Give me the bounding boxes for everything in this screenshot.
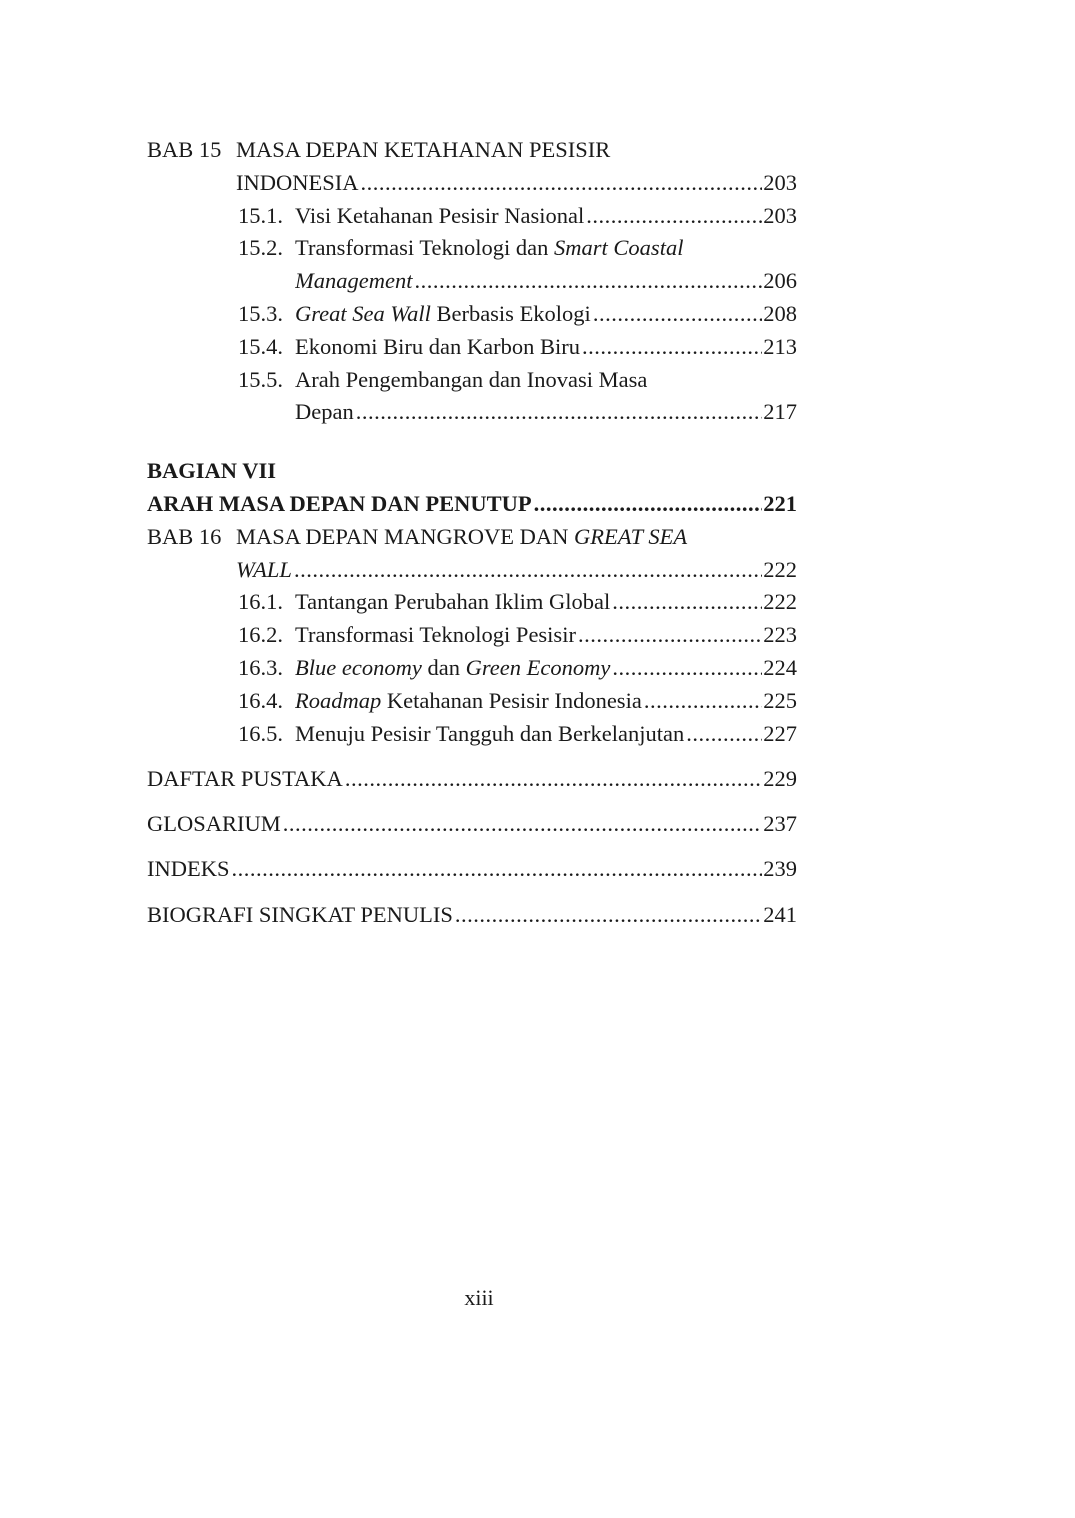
section-number: 15.1.	[238, 202, 283, 228]
toc-entry[interactable]	[147, 685, 797, 718]
page-number: 239	[763, 856, 797, 882]
bab16-title-italic: GREAT SEA	[573, 523, 688, 549]
bab16-title-line1: MASA DEPAN MANGROVE DAN	[236, 523, 574, 549]
page-number: 241	[763, 901, 797, 927]
section-title: dan	[421, 654, 466, 680]
section-title-italic: Smart Coastal	[554, 235, 684, 261]
dot-leader	[455, 899, 762, 932]
dot-leader	[612, 652, 762, 685]
page-number: 229	[763, 765, 797, 791]
entry-title: INDEKS	[147, 856, 230, 882]
dot-leader	[578, 619, 762, 652]
page-number: 222	[763, 589, 797, 615]
section-number: 15.3.	[238, 300, 283, 326]
table-of-contents	[147, 134, 797, 932]
section-title: Berbasis Ekologi	[430, 300, 591, 326]
section-title-italic: Roadmap	[295, 687, 382, 713]
toc-entry[interactable]	[147, 298, 797, 331]
dot-leader	[414, 265, 762, 298]
entry-title: GLOSARIUM	[147, 811, 281, 837]
section-title-italic: Great Sea Wall	[295, 300, 431, 326]
page-number: 206	[763, 268, 797, 294]
toc-entry[interactable]	[147, 586, 797, 619]
dot-leader	[612, 586, 762, 619]
section-title: Depan	[295, 399, 354, 425]
dot-leader	[361, 167, 763, 200]
bab15-title-line1: MASA DEPAN KETAHANAN PESISIR	[236, 137, 611, 162]
toc-entry-line2[interactable]	[147, 265, 797, 298]
section-title: Ketahanan Pesisir Indonesia	[381, 687, 642, 713]
section-title: Visi Ketahanan Pesisir Nasional	[295, 202, 585, 228]
section-number: 16.5.	[238, 720, 283, 746]
page-number: 213	[763, 333, 797, 359]
bab16-title-line2: WALL	[236, 556, 292, 582]
page-number: 221	[763, 490, 797, 516]
dot-leader	[356, 396, 763, 429]
dot-leader	[294, 554, 762, 587]
page-number: 224	[763, 654, 797, 680]
bab15-title-line2: INDONESIA	[236, 169, 359, 195]
section-number: 16.1.	[238, 589, 283, 615]
toc-entry[interactable]	[147, 167, 797, 200]
page-number: 208	[763, 300, 797, 326]
section-number: 15.4.	[238, 333, 283, 359]
dot-leader	[232, 853, 763, 886]
section-number: 16.3.	[238, 654, 283, 680]
bab16-number: BAB 16	[147, 523, 222, 549]
dot-leader	[686, 718, 762, 751]
section-title: Transformasi Teknologi dan	[295, 235, 555, 261]
dot-leader	[283, 808, 762, 841]
section-title-italic: Management	[295, 268, 413, 294]
toc-entry-biografi[interactable]	[147, 899, 797, 932]
section-title-italic: Blue economy	[295, 654, 422, 680]
toc-entry[interactable]	[147, 200, 797, 233]
toc-entry[interactable]	[147, 488, 797, 521]
toc-entry-line2[interactable]	[147, 396, 797, 429]
section-title: Tantangan Perubahan Iklim Global	[295, 589, 611, 615]
dot-leader	[345, 763, 762, 796]
section-title: Transformasi Teknologi Pesisir	[295, 622, 576, 648]
toc-entry-line1[interactable]	[147, 364, 797, 397]
section-title-italic: Green Economy	[465, 654, 611, 680]
page-number: 223	[763, 622, 797, 648]
toc-entry[interactable]	[147, 619, 797, 652]
dot-leader	[593, 298, 762, 331]
toc-entry-glosarium[interactable]	[147, 808, 797, 841]
page-number: 225	[763, 687, 797, 713]
toc-entry[interactable]	[147, 652, 797, 685]
page-number: 203	[763, 169, 797, 195]
toc-entry-line1[interactable]	[147, 232, 797, 265]
section-title: Menuju Pesisir Tangguh dan Berkelanjutan	[295, 720, 685, 746]
dot-leader	[582, 331, 762, 364]
bab15-number: BAB 15	[147, 137, 222, 162]
toc-entry[interactable]	[147, 331, 797, 364]
dot-leader	[586, 200, 762, 233]
toc-entry[interactable]	[147, 554, 797, 587]
section-number: 15.5.	[238, 366, 283, 392]
part-label	[147, 455, 797, 488]
page-number: 227	[763, 720, 797, 746]
page-number: 237	[763, 811, 797, 837]
page-number: 217	[763, 399, 797, 425]
entry-title: BIOGRAFI SINGKAT PENULIS	[147, 901, 453, 927]
section-number: 16.2.	[238, 622, 283, 648]
toc-entry[interactable]	[147, 718, 797, 751]
section-title: Ekonomi Biru dan Karbon Biru	[295, 333, 580, 359]
page-number: 203	[763, 202, 797, 228]
bab15-heading	[147, 134, 797, 167]
entry-title: DAFTAR PUSTAKA	[147, 765, 343, 791]
bab16-heading	[147, 521, 797, 554]
toc-entry-daftar-pustaka[interactable]	[147, 763, 797, 796]
toc-entry-indeks[interactable]	[147, 853, 797, 886]
page-footer-number: xiii	[464, 1285, 494, 1310]
dot-leader	[644, 685, 762, 718]
section-title: Arah Pengembangan dan Inovasi Masa	[295, 366, 648, 392]
section-number: 15.2.	[238, 235, 283, 261]
page-number: 222	[763, 556, 797, 582]
part-title: ARAH MASA DEPAN DAN PENUTUP	[147, 490, 532, 516]
dot-leader	[534, 488, 763, 521]
section-number: 16.4.	[238, 687, 283, 713]
part-label-text: BAGIAN VII	[147, 458, 276, 484]
